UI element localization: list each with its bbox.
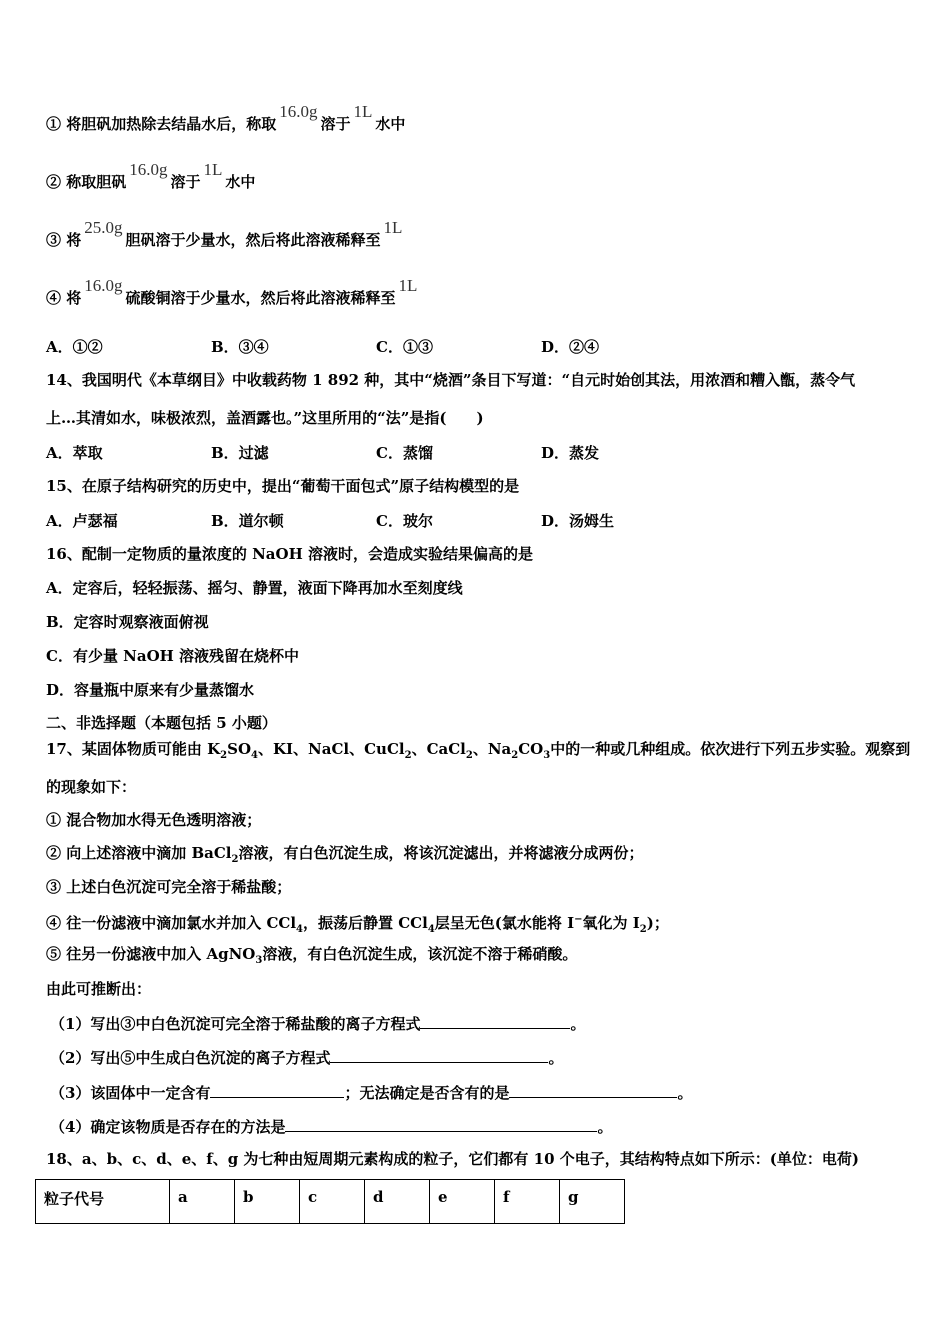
q17-stem-line2: 的现象如下： bbox=[46, 778, 137, 796]
q17-part-4 bbox=[50, 1115, 612, 1137]
answer-blank[interactable] bbox=[509, 1081, 677, 1098]
answer-blank[interactable] bbox=[210, 1081, 344, 1098]
text: ，振荡后静置 CCl bbox=[303, 914, 428, 932]
table-cell: e bbox=[430, 1180, 495, 1224]
choice-d: D．汤姆生 bbox=[541, 512, 615, 530]
q14-stem-line1: 14、我国明代《本草纲目》中收载药物 1 892 种，其中“烧酒”条目下写道：“自元时始创其法，用浓酒和糟入甑，蒸令气 bbox=[46, 371, 856, 389]
text: ⑤ 往另一份滤液中加入 AgNO bbox=[46, 945, 256, 963]
q16-choice-b: B．定容时观察液面俯视 bbox=[46, 613, 209, 631]
table-cell: g bbox=[560, 1180, 625, 1224]
q17-step-5: ⑤ 往另一份滤液中加入 AgNO$_3$溶液，有白色沉淀生成，该沉淀不溶于稀硝酸。 bbox=[46, 945, 578, 966]
table-cell: b bbox=[235, 1180, 300, 1224]
q16-choice-c: C．有少量 NaOH 溶液残留在烧杯中 bbox=[46, 647, 300, 665]
text: 水中 bbox=[375, 115, 406, 133]
table-cell: d bbox=[365, 1180, 430, 1224]
q18-stem: 18、a、b、c、d、e、f、g 为七种由短周期元素构成的粒子，它们都有 10 个电子，其结构特点如下所示：(单位：电荷) bbox=[46, 1150, 859, 1168]
answer-blank[interactable] bbox=[330, 1046, 548, 1063]
math-mass: 16.0g bbox=[279, 102, 318, 121]
choice-d: D．蒸发 bbox=[541, 444, 600, 462]
q15-choices bbox=[46, 510, 886, 531]
choice-b: B．道尔顿 bbox=[211, 512, 284, 530]
text: 氧化为 I bbox=[582, 914, 640, 932]
text: 。 bbox=[570, 1015, 586, 1033]
q17-part-1 bbox=[50, 1012, 585, 1034]
choice-a: A．卢瑟福 bbox=[46, 512, 118, 530]
q14-stem-line2: 上…其清如水，味极浓烈，盖酒露也。”这里所用的“法”是指( ) bbox=[46, 409, 484, 427]
text: 中的一种或几种组成。依次进行下列五步实验。观察到 bbox=[550, 740, 911, 758]
text: 硫酸铜溶于少量水，然后将此溶液稀释至 bbox=[125, 289, 396, 307]
text: 。 bbox=[677, 1084, 693, 1102]
q17-step-1: ① 混合物加水得无色透明溶液； bbox=[46, 811, 262, 829]
text: ④ 往一份滤液中滴加氯水并加入 CCl bbox=[46, 914, 297, 932]
q15-stem: 15、在原子结构研究的历史中，提出“葡萄干面包式”原子结构模型的是 bbox=[46, 477, 520, 495]
math-volume: 1L bbox=[383, 218, 403, 237]
math-mass: 16.0g bbox=[84, 276, 123, 295]
q16-choice-d: D．容量瓶中原来有少量蒸馏水 bbox=[46, 681, 255, 699]
choice-d: D．②④ bbox=[541, 338, 600, 356]
text: （4）确定该物质是否存在的方法是 bbox=[50, 1118, 286, 1136]
table-cell: a bbox=[170, 1180, 235, 1224]
table-row bbox=[36, 1180, 625, 1224]
q17-part-2 bbox=[50, 1046, 563, 1068]
q13-option-2 bbox=[46, 160, 256, 192]
text: 。 bbox=[548, 1049, 564, 1067]
text: 溶液，有白色沉淀生成，将该沉淀滤出，并将滤液分成两份； bbox=[238, 844, 644, 862]
math-volume: 1L bbox=[203, 160, 223, 179]
math-volume: 1L bbox=[353, 102, 373, 121]
text: ② 称取胆矾 bbox=[46, 173, 127, 191]
q14-choices bbox=[46, 442, 886, 463]
q17-step-3: ③ 上述白色沉淀可完全溶于稀盐酸； bbox=[46, 878, 292, 896]
text: 层呈无色(氯水能将 I bbox=[434, 914, 575, 932]
answer-blank[interactable] bbox=[285, 1115, 597, 1132]
text: （3）该固体中一定含有 bbox=[50, 1084, 211, 1102]
table-cell: c bbox=[300, 1180, 365, 1224]
text: ② 向上述溶液中滴加 BaCl bbox=[46, 844, 232, 862]
text: ④ 将 bbox=[46, 289, 82, 307]
math-volume: 1L bbox=[398, 276, 418, 295]
text: 17、某固体物质可能由 K bbox=[46, 740, 221, 758]
table-header-cell: 粒子代号 bbox=[36, 1180, 170, 1224]
choice-b: B．③④ bbox=[211, 338, 269, 356]
text: 溶于 bbox=[170, 173, 201, 191]
choice-c: C．①③ bbox=[376, 338, 433, 356]
text: ③ 将 bbox=[46, 231, 82, 249]
text: 水中 bbox=[225, 173, 256, 191]
q17-stem-line1: 17、某固体物质可能由 $K_2SO_4$、KI、NaCl、CuCl$_2$、CaCl$_2$、$Na_2CO_3$中的一种或几种组成。依次进行下列五步实验。观察到 bbox=[46, 740, 911, 761]
text: 。 bbox=[597, 1118, 613, 1136]
q13-option-3 bbox=[46, 218, 405, 250]
answer-blank[interactable] bbox=[420, 1012, 570, 1029]
particle-table bbox=[35, 1179, 625, 1224]
q17-step-4: ④ 往一份滤液中滴加氯水并加入 CCl$_4$，振荡后静置 CCl$_4$层呈无色(氯水能将 I−氧化为 $I_2$)； bbox=[46, 914, 669, 935]
text: （1）写出③中白色沉淀可完全溶于稀盐酸的离子方程式 bbox=[50, 1015, 421, 1033]
table-cell: f bbox=[495, 1180, 560, 1224]
q16-choice-a: A．定容后，轻轻振荡、摇匀、静置，液面下降再加水至刻度线 bbox=[46, 579, 463, 597]
q13-option-1 bbox=[46, 102, 406, 134]
text: 胆矾溶于少量水，然后将此溶液稀释至 bbox=[125, 231, 381, 249]
q13-option-4 bbox=[46, 276, 420, 308]
q13-choices bbox=[46, 336, 886, 357]
choice-a: A．①② bbox=[46, 338, 103, 356]
q17-inference: 由此可推断出： bbox=[46, 980, 152, 998]
text: )； bbox=[646, 914, 669, 932]
text: ；无法确定是否含有的是 bbox=[344, 1084, 510, 1102]
q16-stem: 16、配制一定物质的量浓度的 NaOH 溶液时，会造成实验结果偏高的是 bbox=[46, 545, 533, 563]
math-mass: 16.0g bbox=[129, 160, 168, 179]
choice-b: B．过滤 bbox=[211, 444, 269, 462]
text: ① 将胆矾加热除去结晶水后，称取 bbox=[46, 115, 277, 133]
choice-a: A．萃取 bbox=[46, 444, 103, 462]
text: 溶液，有白色沉淀生成，该沉淀不溶于稀硝酸。 bbox=[262, 945, 578, 963]
q17-step-2: ② 向上述溶液中滴加 BaCl$_2$溶液，有白色沉淀生成，将该沉淀滤出，并将滤液分成两份； bbox=[46, 844, 644, 865]
choice-c: C．玻尔 bbox=[376, 512, 433, 530]
text: （2）写出⑤中生成白色沉淀的离子方程式 bbox=[50, 1049, 331, 1067]
section-heading: 二、非选择题（本题包括 5 小题） bbox=[46, 714, 277, 732]
math-mass: 25.0g bbox=[84, 218, 123, 237]
q17-part-3 bbox=[50, 1081, 692, 1103]
choice-c: C．蒸馏 bbox=[376, 444, 433, 462]
text: 溶于 bbox=[320, 115, 351, 133]
